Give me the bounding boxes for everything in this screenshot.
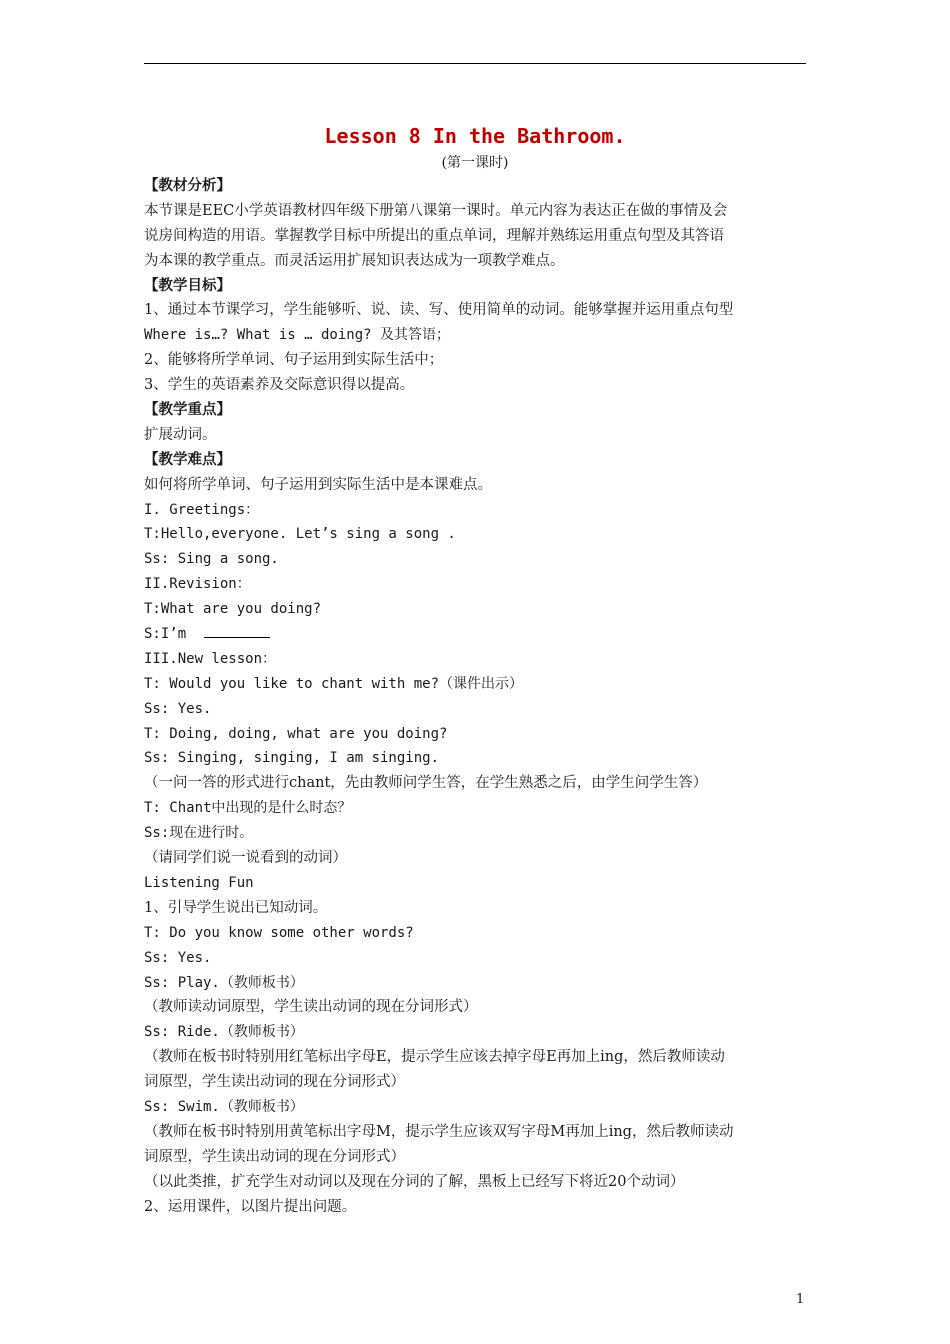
line-text: （请同学们说一说看到的动词）: [144, 850, 347, 867]
fill-in-blank: [204, 623, 270, 638]
line-text: T: Doing, doing, what are you doing?: [144, 725, 448, 742]
text-line: [144, 572, 810, 597]
line-text: （一问一答的形式进行chant，先由教师问学生答，在学生熟悉之后，由学生问学生答）: [144, 775, 708, 792]
section-heading: [144, 398, 810, 423]
line-text: II.Revision：: [144, 576, 251, 593]
line-text: S:I’m: [144, 626, 187, 643]
text-line: [144, 1095, 810, 1120]
line-text: （教师读动词原型，学生读出动词的现在分词形式）: [144, 999, 478, 1016]
line-text: Ss: Ride.（教师板书）: [144, 1024, 304, 1041]
lesson-title: Lesson 8 In the Bathroom.: [324, 124, 626, 148]
line-text: 1、引导学生说出已知动词。: [144, 899, 328, 916]
text-line: [144, 522, 810, 547]
section-heading: [144, 274, 810, 299]
line-text: 本节课是EEC小学英语教材四年级下册第八课第一课时。单元内容为表达正在做的事情及会: [144, 202, 728, 219]
line-text: T: Would you like to chant with me?（课件出示）: [144, 675, 524, 692]
section-heading: [144, 448, 810, 473]
line-text: 1、通过本节课学习，学生能够听、说、读、写、使用简单的动词。能够掌握并运用重点句型: [144, 302, 734, 319]
text-line: [144, 498, 810, 523]
line-text: 2、能够将所学单词、句子运用到实际生活中；: [144, 352, 444, 369]
line-text: T: Chant中出现的是什么时态？: [144, 800, 352, 817]
text-line: [144, 1020, 810, 1045]
text-line: [144, 597, 810, 622]
text-line: [144, 423, 810, 448]
text-line: [144, 896, 810, 921]
text-line: [144, 473, 810, 498]
line-text: 3、学生的英语素养及交际意识得以提高。: [144, 377, 415, 394]
text-line: [144, 995, 810, 1020]
text-line: [144, 672, 810, 697]
line-text: Listening Fun: [144, 874, 254, 891]
line-text: Ss:现在进行时。: [144, 825, 254, 842]
line-text: 扩展动词。: [144, 426, 217, 443]
text-line: [144, 1145, 810, 1170]
header-rule: [144, 63, 806, 64]
text-line: [144, 946, 810, 971]
text-line: [144, 348, 810, 373]
section-heading: [144, 174, 810, 199]
text-line: [144, 1170, 810, 1195]
page-number: 1: [796, 1292, 805, 1307]
line-text: 词原型，学生读出动词的现在分词形式）: [144, 1148, 405, 1165]
line-text: （教师在板书时特别用黄笔标出字母M，提示学生应该双写字母M再加上ing，然后教师读动: [144, 1123, 734, 1140]
line-text: T:Hello,everyone. Let’s sing a song .: [144, 526, 456, 543]
line-text: Where is…? What is … doing? 及其答语；: [144, 327, 451, 344]
line-text: Ss: Swim.（教师板书）: [144, 1098, 304, 1115]
text-line: [144, 1120, 810, 1145]
line-text: 【教学难点】: [144, 450, 231, 468]
text-line: [144, 1070, 810, 1095]
text-line: [144, 771, 810, 796]
line-text: III.New lesson：: [144, 650, 277, 667]
line-text: 【教材分析】: [144, 177, 231, 194]
line-text: 词原型，学生读出动词的现在分词形式）: [144, 1074, 405, 1091]
text-line: [144, 746, 810, 771]
text-line: [144, 249, 810, 274]
text-line: [144, 622, 810, 647]
text-line: [144, 1195, 810, 1220]
text-line: [144, 373, 810, 398]
line-text: 如何将所学单词、句子运用到实际生活中是本课难点。: [144, 476, 492, 493]
text-line: [144, 821, 810, 846]
text-line: [144, 1045, 810, 1070]
lesson-subtitle: (第一课时): [441, 155, 509, 171]
text-line: [144, 871, 810, 896]
lesson-body: [144, 174, 810, 1219]
line-text: Ss: Singing, singing, I am singing.: [144, 750, 440, 767]
line-text: T: Do you know some other words?: [144, 924, 414, 941]
text-line: [144, 971, 810, 996]
line-text: Ss: Play.（教师板书）: [144, 974, 304, 991]
line-text: （教师在板书时特别用红笔标出字母E，提示学生应该去掉字母E再加上ing，然后教师读动: [144, 1049, 725, 1066]
text-line: [144, 697, 810, 722]
line-text: 【教学重点】: [144, 401, 231, 419]
line-text: 【教学目标】: [144, 276, 231, 294]
text-line: [144, 921, 810, 946]
text-line: [144, 323, 810, 348]
line-text: I. Greetings：: [144, 501, 260, 518]
text-line: [144, 199, 810, 224]
line-text: Ss: Yes.: [144, 700, 212, 717]
text-line: [144, 846, 810, 871]
text-line: [144, 796, 810, 821]
line-text: Ss: Sing a song.: [144, 551, 279, 568]
line-text: 说房间构造的用语。掌握教学目标中所提出的重点单词，理解并熟练运用重点句型及其答语: [144, 227, 724, 244]
line-text: （以此类推，扩充学生对动词以及现在分词的了解，黑板上已经写下将近20个动词）: [144, 1173, 685, 1190]
line-text: Ss: Yes.: [144, 949, 212, 966]
line-text: T:What are you doing?: [144, 601, 322, 618]
text-line: [144, 298, 810, 323]
text-line: [144, 647, 810, 672]
line-text: 为本课的教学重点。而灵活运用扩展知识表达成为一项教学难点。: [144, 252, 565, 269]
text-line: [144, 722, 810, 747]
text-line: [144, 547, 810, 572]
text-line: [144, 224, 810, 249]
line-text: 2、运用课件，以图片提出问题。: [144, 1198, 357, 1215]
